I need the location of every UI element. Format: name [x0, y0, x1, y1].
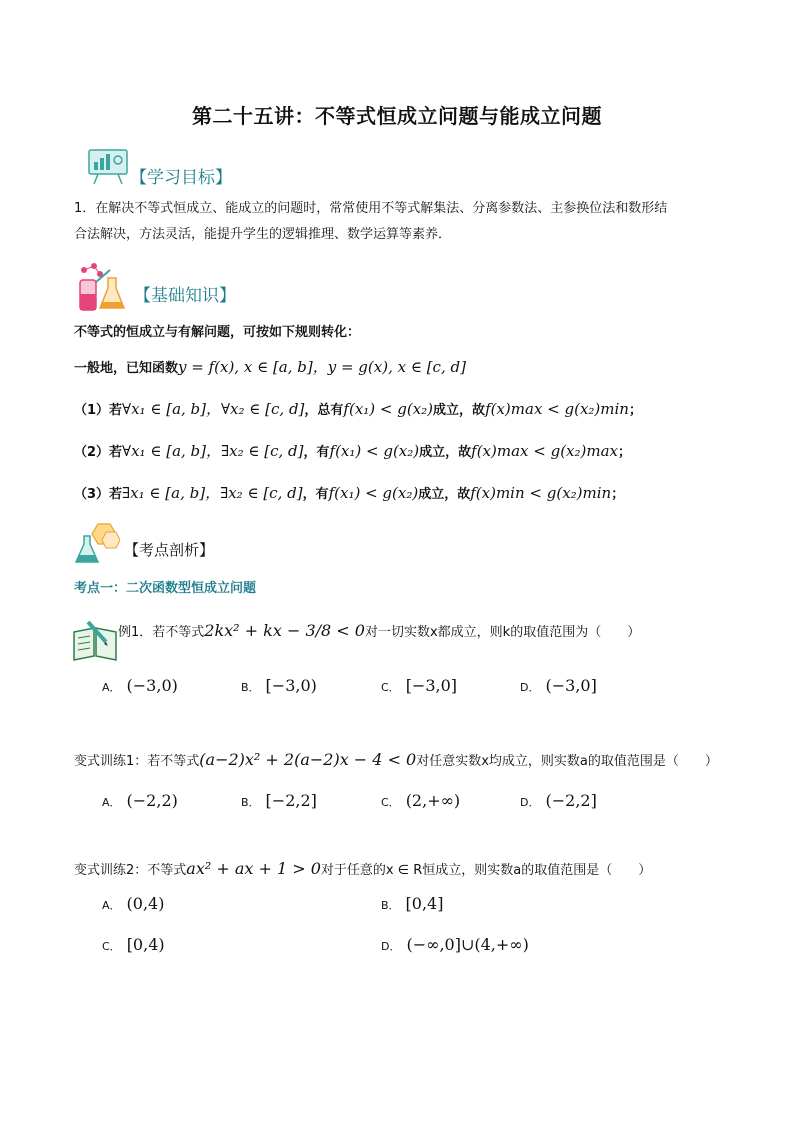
variant1-question	[74, 747, 718, 775]
option-value: [−3,0)	[265, 676, 317, 695]
variant2-suffix: 对于任意的x ∈ R恒成立，则实数a的取值范围是（ ）	[320, 863, 652, 878]
option-letter: A．	[102, 681, 121, 694]
basics-general-math: y = f(x), x ∈ [a, b]，y = g(x), x ∈ [c, d]	[178, 358, 466, 376]
variant2-option-a[interactable]	[102, 894, 164, 913]
option-value: [−2,2]	[265, 791, 317, 810]
option-value: (−2,2]	[545, 791, 597, 810]
notebook-pencil-icon	[72, 620, 118, 662]
rule-2	[74, 438, 631, 466]
option-value: (−3,0)	[126, 676, 178, 695]
variant1-suffix: 对任意实数x均成立，则实数a的取值范围是（ ）	[416, 754, 718, 769]
rule-1-end: ；	[628, 403, 642, 418]
rule-2-math-quantifiers: ∀x₁ ∈ [a, b]，∃x₂ ∈ [c, d]	[122, 442, 304, 460]
option-letter: C．	[102, 940, 121, 953]
rule-3-math-quantifiers: ∃x₁ ∈ [a, b]，∃x₂ ∈ [c, d]	[122, 484, 303, 502]
goals-text-line1: 1．在解决不等式恒成立、能成立的问题时，常常使用不等式解集法、分离参数法、主参换位法和数形结	[74, 201, 668, 216]
example1-option-a[interactable]	[102, 676, 178, 695]
rule-3-mid2: 成立，故	[418, 487, 471, 502]
rule-1-mid2: 成立，故	[433, 403, 486, 418]
section-heading-goals: 【学习目标】	[130, 168, 232, 188]
rule-2-mid: ，有	[303, 445, 330, 460]
rule-3-end: ；	[611, 487, 625, 502]
variant2-question	[74, 856, 651, 884]
option-value: [−3,0]	[405, 676, 458, 695]
option-letter: D．	[381, 940, 401, 953]
section-heading-analysis: 【考点剖析】	[124, 541, 215, 559]
option-letter: C．	[381, 681, 400, 694]
variant1-option-b[interactable]	[241, 791, 317, 810]
option-letter: D．	[520, 681, 540, 694]
rule-2-math-inequality: f(x₁) < g(x₂)	[329, 442, 420, 460]
variant1-math: (a−2)x² + 2(a−2)x − 4 < 0	[199, 750, 417, 769]
option-letter: B．	[241, 681, 260, 694]
variant2-math: ax² + ax + 1 > 0	[186, 859, 321, 878]
chemistry-flask-icon	[74, 262, 130, 312]
page-title: 第二十五讲：不等式恒成立问题与能成立问题	[192, 104, 602, 128]
option-letter: C．	[381, 796, 400, 809]
rule-1-mid: ，总有	[304, 403, 344, 418]
rule-2-math-conclusion: f(x)max < g(x₂)max	[471, 442, 619, 460]
option-value: (0,4)	[126, 894, 165, 913]
rule-1-prefix: （1）若	[74, 403, 123, 418]
option-letter: D．	[520, 796, 540, 809]
variant1-option-a[interactable]	[102, 791, 178, 810]
rule-1-math-conclusion: f(x)max < g(x₂)min	[485, 400, 629, 418]
option-letter: A．	[102, 796, 121, 809]
option-letter: B．	[241, 796, 260, 809]
example1-math: 2kx² + kx − 3/8 < 0	[204, 621, 365, 640]
variant1-option-d[interactable]	[520, 791, 597, 810]
example1-option-d[interactable]	[520, 676, 597, 695]
option-value: (2,+∞)	[405, 791, 461, 810]
rule-2-prefix: （2）若	[74, 445, 123, 460]
rule-3	[74, 480, 624, 508]
variant2-option-b[interactable]	[381, 894, 443, 913]
example1-option-b[interactable]	[241, 676, 317, 695]
rule-3-math-conclusion: f(x)min < g(x₂)min	[470, 484, 612, 502]
lab-beaker-icon	[74, 522, 120, 566]
example1-question	[118, 618, 640, 646]
option-value: (−3,0]	[545, 676, 597, 695]
variant2-prefix: 变式训练2：不等式	[74, 863, 187, 878]
example1-option-c[interactable]	[381, 676, 457, 695]
variant2-option-c[interactable]	[102, 935, 165, 954]
basics-general	[74, 354, 466, 382]
option-letter: A．	[102, 899, 121, 912]
option-value: [0,4]	[405, 894, 444, 913]
rule-2-mid2: 成立，故	[419, 445, 472, 460]
option-letter: B．	[381, 899, 400, 912]
variant1-prefix: 变式训练1：若不等式	[74, 754, 200, 769]
option-value: [0,4)	[126, 935, 165, 954]
rule-1	[74, 396, 642, 424]
kaodian-heading: 考点一：二次函数型恒成立问题	[74, 581, 257, 596]
example1-prefix: 例1．若不等式	[118, 625, 205, 640]
section-heading-basics: 【基础知识】	[134, 286, 236, 306]
goals-text-line2: 合法解决，方法灵活，能提升学生的逻辑推理、数学运算等素养．	[74, 227, 452, 242]
presentation-board-icon	[86, 148, 130, 186]
example1-suffix: 对一切实数x都成立，则k的取值范围为（ ）	[364, 625, 641, 640]
rule-3-prefix: （3）若	[74, 487, 123, 502]
option-value: (−2,2)	[126, 791, 178, 810]
basics-intro: 不等式的恒成立与有解问题，可按如下规则转化：	[74, 325, 361, 340]
rule-1-math-quantifiers: ∀x₁ ∈ [a, b]，∀x₂ ∈ [c, d]	[122, 400, 305, 418]
rule-2-end: ；	[618, 445, 632, 460]
variant2-option-d[interactable]	[381, 935, 529, 954]
basics-general-prefix: 一般地，已知函数	[74, 361, 179, 376]
rule-3-math-inequality: f(x₁) < g(x₂)	[328, 484, 419, 502]
rule-1-math-inequality: f(x₁) < g(x₂)	[343, 400, 434, 418]
rule-3-mid: ，有	[302, 487, 329, 502]
variant1-option-c[interactable]	[381, 791, 460, 810]
option-value: (−∞,0]∪(4,+∞)	[406, 935, 529, 954]
